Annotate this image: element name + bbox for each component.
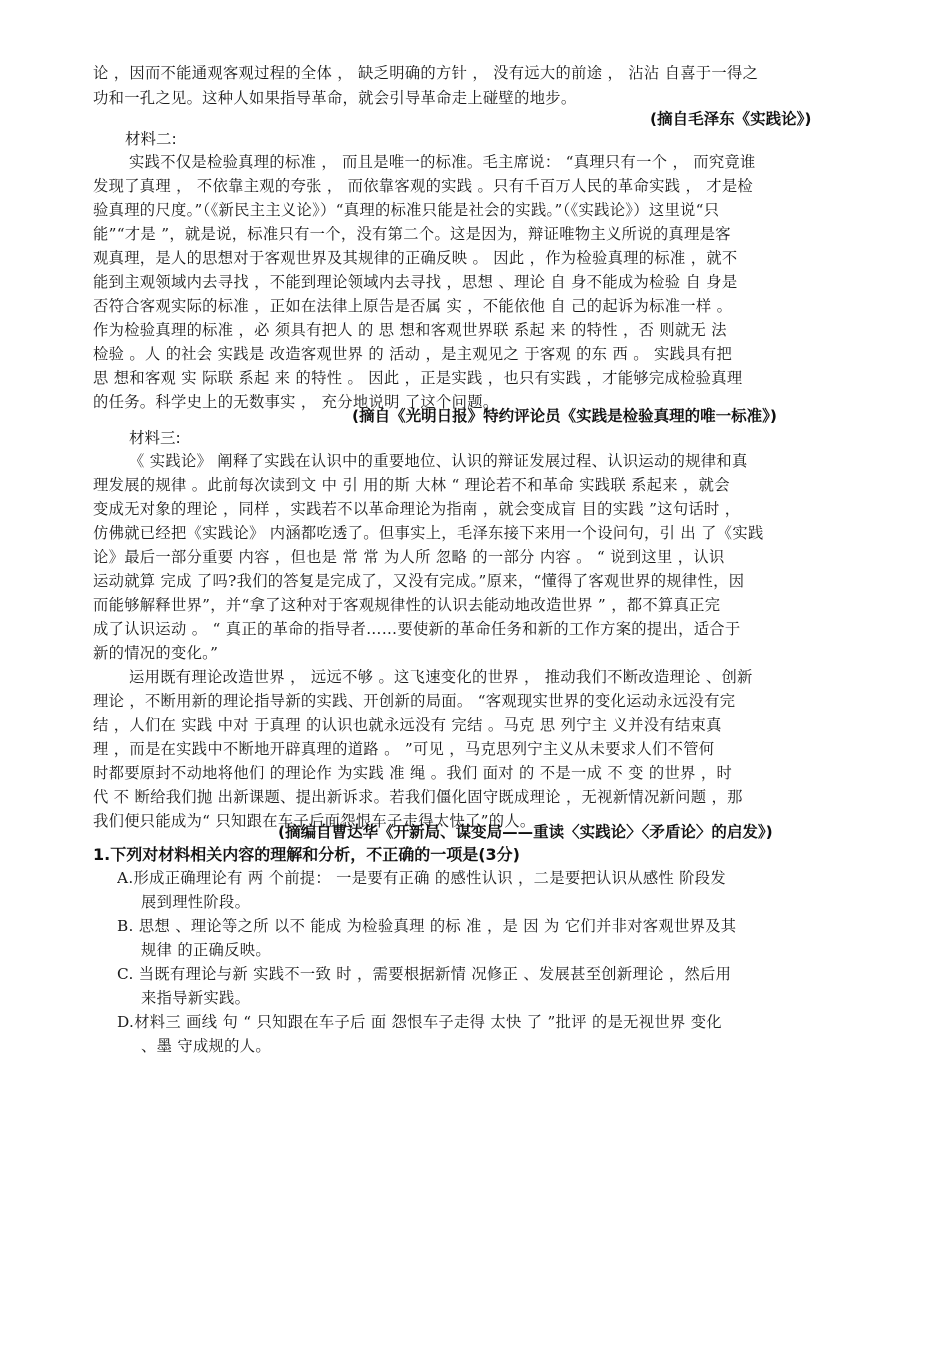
material3-line-5: 论》最后一部分重要 内容 ，但也是 常 常 为人所 忽略 的一部分 内容 。 “ 说到这里 ，认识 [93, 548, 725, 566]
material2-line-6: 能到主观领域内去寻找 ，不能到理论领域内去寻找 ，思想 、理论 自 身不能成为检验 自 身是 [93, 273, 738, 291]
option-b-line-1: B. 思想 、理论等之所 以不 能成 为检验真理 的标 准 ，是 因 为 它们并非对客观世界及其 [117, 917, 737, 935]
material2-line-4: 能”“才是 ”，就是说，标准只有一个，没有第二个。这是因为，辩证唯物主义所说的真理是客 [93, 225, 731, 243]
material3-line-7: 而能够解释世界”，并“拿了这种对于客观规律性的认识去能动地改造世界 ” ，都不算真正完 [93, 596, 721, 614]
material3-line-1: 《 实践论》 阐释了实践在认识中的重要地位、认识的辩证发展过程、认识运动的规律和真 [129, 452, 748, 470]
material3-line-10: 运用既有理论改造世界 ， 远远不够 。这飞速变化的世界 ， 推动我们不断改造理论 、创新 [129, 668, 753, 686]
material2-line-11: 的任务。科学史上的无数事实 ， 充分地说明 了这个问题。 [93, 393, 499, 411]
material3-line-14: 时都要原封不动地将他们 的理论作 为实践 准 绳 。我们 面对 的 不是一成 不 变 的世界 ，时 [93, 764, 733, 782]
material1-source: (摘自毛泽东《实践论》) [650, 110, 812, 128]
material3-line-12: 结 ，人们在 实践 中对 于真理 的认识也就永远没有 完结 。马克 思 列宁主 义并没有结束真 [93, 716, 722, 734]
material3-line-9: 新的情况的变化。” [93, 644, 219, 662]
option-a-line-1: A.形成正确理论有 两 个前提： 一是要有正确 的感性认识 ，二是要把认识从感性 阶段发 [117, 869, 726, 887]
material3-line-11: 理论 ，不断用新的理论指导新的实践、开创新的局面。 “客观现实世界的变化运动永远没有完 [93, 692, 736, 710]
material2-source: (摘自《光明日报》特约评论员《实践是检验真理的唯一标准》) [352, 407, 777, 425]
material3-line-13: 理 ，而是在实践中不断地开辟真理的道路 。 ”可见 ，马克思列宁主义从未要求人们不管何 [93, 740, 715, 758]
material3-heading: 材料三: [129, 429, 181, 447]
option-b-line-2: 规律 的正确反映。 [141, 941, 271, 959]
option-c-line-1: C. 当既有理论与新 实践不一致 时 ，需要根据新情 况修正 、发展甚至创新理论 ，然后用 [117, 965, 732, 983]
material2-line-7: 否符合客观实际的标准 ，正如在法律上原告是否属 实 ，不能依他 自 己的起诉为标准一样 。 [93, 297, 733, 315]
option-d-line-2: 、墨 守成规的人。 [141, 1037, 271, 1055]
material3-line-16: 我们便只能成为“ 只知跟在车子后面怨恨车子走得太快了”的人。 [93, 812, 536, 830]
material3-line-15: 代 不 断给我们抛 出新课题、提出新诉求。若我们僵化固守既成理论 ，无视新情况新问题 ，那 [93, 788, 743, 806]
material3-line-2: 理发展的规律 。此前每次读到文 中 引 用的斯 大林 “ 理论若不和革命 实践联 系起来 ，就会 [93, 476, 730, 494]
material2-line-3: 验真理的尺度。”（《新民主主义论》）“真理的标准只能是社会的实践。”（《实践论》）这里说“只 [93, 201, 720, 219]
material2-line-9: 检验 。人 的社会 实践是 改造客观世界 的 活动 ，是主观见之 于客观 的东 西 。 实践具有把 [93, 345, 733, 363]
material1-line-1: 论 ，因而不能通观客观过程的全体 ， 缺乏明确的方针 ， 没有远大的前途 ， 沾沾 自喜于一得之 [93, 64, 759, 82]
material3-line-4: 仿佛就已经把《实践论》 内涵都吃透了。但事实上，毛泽东接下来用一个设问句，引 出 了《实践 [93, 524, 764, 542]
material2-line-2: 发现了真理 ， 不依靠主观的夸张 ， 而依靠客观的实践 。只有千百万人民的革命实践 ， 才是检 [93, 177, 754, 195]
option-d-line-1: D.材料三 画线 句 “ 只知跟在车子后 面 怨恨车子走得 太快 了 ”批评 的是无视世界 变化 [117, 1013, 722, 1031]
option-a-line-2: 展到理性阶段。 [141, 893, 251, 911]
material2-heading: 材料二: [125, 130, 177, 148]
material3-source: (摘编自曹达华《开新局、谋变局——重读〈实践论〉〈矛盾论〉的启发》) [278, 823, 773, 841]
material2-line-5: 观真理，是人的思想对于客观世界及其规律的正确反映 。 因此 ，作为检验真理的标准 ，就不 [93, 249, 738, 267]
material3-line-3: 变成无对象的理论 ，同样 ，实践若不以革命理论为指南 ，就会变成盲 目的实践 ”这句话时 ， [93, 500, 741, 518]
material2-line-8: 作为检验真理的标准 ，必 须具有把人 的 思 想和客观世界联 系起 来 的特性 ，否 则就无 法 [93, 321, 727, 339]
question-title: 1.下列对材料相关内容的理解和分析，不正确的一项是(3分) [93, 845, 520, 864]
material3-line-6: 运动就算 完成 了吗?我们的答复是完成了，又没有完成。”原来，“懂得了客观世界的规律性，因 [93, 572, 745, 590]
material1-line-2: 功和一孔之见。这种人如果指导革命，就会引导革命走上碰壁的地步。 [93, 89, 577, 107]
material3-line-8: 成了认识运动 。 “ 真正的革命的指导者……要使新的革命任务和新的工作方案的提出，适合于 [93, 620, 741, 638]
material2-line-10: 思 想和客观 实 际联 系起 来 的特性 。 因此 ，正是实践 ，也只有实践 ，才能够完成检验真理 [93, 369, 743, 387]
option-c-line-2: 来指导新实践。 [141, 989, 251, 1007]
material2-line-1: 实践不仅是检验真理的标准 ， 而且是唯一的标准。毛主席说： “真理只有一个 ， 而究竟谁 [129, 153, 756, 171]
